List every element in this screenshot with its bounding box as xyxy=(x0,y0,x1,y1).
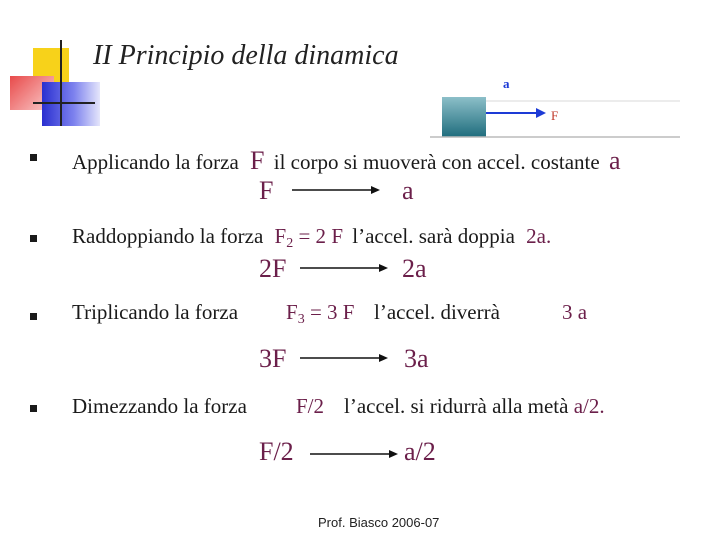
footer-credit: Prof. Biasco 2006-07 xyxy=(318,515,440,530)
relation3-left: 3F xyxy=(259,344,287,373)
force-diagram-graphic xyxy=(430,72,690,142)
row2-force xyxy=(274,224,343,251)
row1-rest: il corpo si muoverà con accel. costante xyxy=(273,150,600,174)
relation2-arrow xyxy=(300,258,390,283)
row2-accel: 2a. xyxy=(526,224,552,248)
logo-vertical-line xyxy=(60,40,62,126)
row2-force-main: F xyxy=(274,224,287,248)
row2-force-tail: F xyxy=(331,224,343,248)
relation3-right: 3a xyxy=(404,344,429,373)
row2-rest: l’accel. sarà doppia xyxy=(352,224,515,248)
relation1-arrow xyxy=(292,180,382,205)
row1-symbol: F xyxy=(250,146,265,175)
row3-accel: 3 a xyxy=(562,300,588,324)
row2-text xyxy=(72,224,551,252)
bullet xyxy=(30,154,37,161)
row3-force-tail: F xyxy=(342,300,355,324)
relation4-arrow xyxy=(310,444,400,469)
row3-force-eq: = 3 xyxy=(309,300,338,324)
relation4-left: F/2 xyxy=(259,437,294,466)
row4-rest-text: l’accel. si ridurrà alla metà xyxy=(344,394,569,418)
row4-accel: a/2. xyxy=(573,394,605,418)
row3-rest: l’accel. diverrà xyxy=(374,300,500,324)
row3-force xyxy=(286,300,354,328)
bullet xyxy=(30,235,37,242)
row4-force: F/2 xyxy=(296,394,325,418)
row4-label: Dimezzando la forza xyxy=(72,394,247,418)
logo-horizontal-line xyxy=(33,102,95,104)
bullet xyxy=(30,405,37,412)
row3-label: Triplicando la forza xyxy=(72,300,239,324)
row1-text xyxy=(72,146,620,176)
row2-label: Raddoppiando la forza xyxy=(72,224,264,248)
bullet xyxy=(30,313,37,320)
relation2-left: 2F xyxy=(259,254,287,283)
relation1-right: a xyxy=(402,176,414,205)
relation1-left: F xyxy=(259,176,274,205)
row3-force-sub: 3 xyxy=(297,312,305,327)
relation3-arrow xyxy=(300,348,390,373)
row2-force-sub: 2 xyxy=(286,236,294,251)
row4-rest xyxy=(344,394,605,419)
row1-label: Applicando la forza xyxy=(72,150,239,174)
relation4-right: a/2 xyxy=(404,437,436,466)
row1-accel: a xyxy=(608,146,621,175)
force-label: F xyxy=(551,108,559,123)
accel-label: a xyxy=(503,76,510,91)
row2-force-eq: = 2 xyxy=(298,224,327,248)
row3-force-main: F xyxy=(286,300,298,324)
page-title: II Principio della dinamica xyxy=(93,40,399,71)
logo-blue-square xyxy=(42,82,100,126)
force-diagram xyxy=(430,72,690,142)
relation2-right: 2a xyxy=(402,254,427,283)
